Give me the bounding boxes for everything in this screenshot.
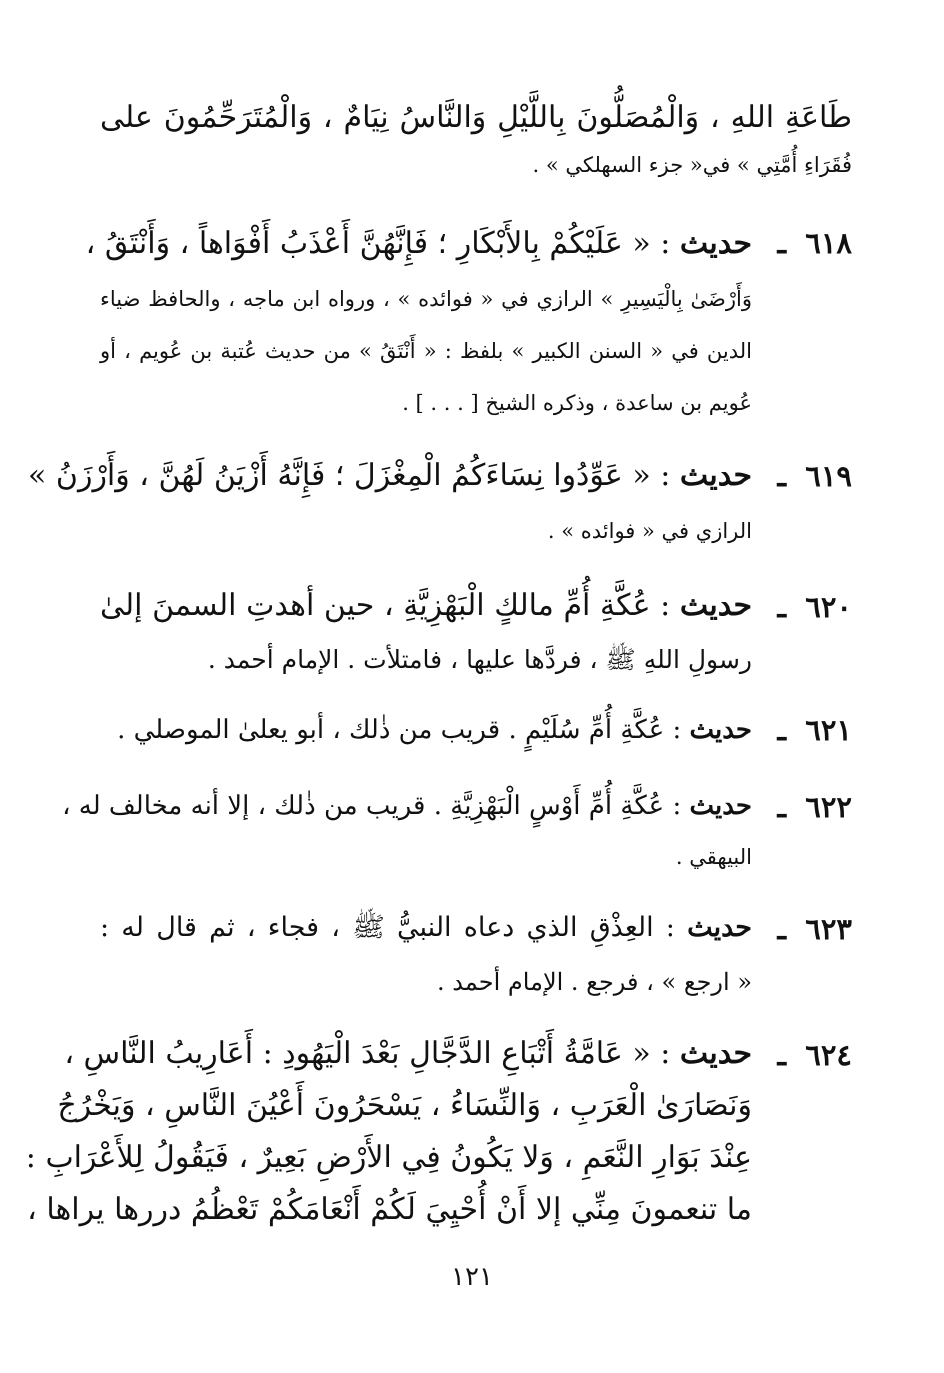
hadith-keyword: حديث: [679, 458, 752, 493]
entry-line: حديث : عُكَّةِ أُمِّ مالكٍ الْبَهْزِيَّةِ ، حين أهدتِ السمنَ إلىٰ: [100, 588, 752, 623]
entry-line: الدين في « السنن الكبير » بلفظ : « أَنْتَقُ » من حديث عُتبة بن عُويم ، أو: [100, 339, 752, 363]
entry-line: رسولِ اللهِ ﷺ ، فردَّها عليها ، فامتلأت . الإمام أحمد .: [207, 645, 752, 674]
entry-dash: ـ: [777, 713, 786, 747]
entry-dash: ـ: [777, 1038, 786, 1072]
entry-body: [100, 710, 752, 754]
entry-dash: ـ: [777, 459, 786, 493]
entry-number: ٦١٨: [805, 226, 852, 260]
entry-line: الرازي في « فوائده » .: [547, 519, 752, 543]
entry-line: حديث : « عَوِّدُوا نِسَاءَكُمُ الْمِغْزَلَ ؛ فَإِنَّهُ أَزْيَنُ لَهُنَّ ، وَأَرْزَنُ »: [28, 458, 752, 493]
entry-line: وَأَرْضَىٰ بِالْيَسِيرِ » الرازي في « فوائده » ، ورواه ابن ماجه ، والحافظ ضياء: [100, 287, 752, 311]
hadith-keyword: حديث: [689, 715, 752, 745]
intro-paragraph: [100, 98, 852, 190]
entry-line: حديث : عُكَّةِ أُمِّ سُلَيْمٍ . قريب من ذٰلك ، أبو يعلىٰ الموصلي .: [117, 715, 752, 745]
entry-body: [85, 224, 752, 282]
entry-line: عُويم بن ساعدة ، وذكره الشيخ [ . . . ] .: [402, 391, 752, 415]
page-number: ١٢١: [451, 1262, 493, 1292]
entry-dash: ـ: [777, 226, 786, 260]
entry-number: ٦٢٠: [805, 590, 852, 624]
entry-line: حديث : العِذْقِ الذي دعاه النبيُّ ﷺ ، فجاء ، ثم قال له :: [100, 912, 752, 943]
entry-body: [100, 908, 752, 1006]
entry-number: ٦٢٢: [805, 790, 852, 824]
entry-number: ٦١٩: [805, 459, 852, 493]
entry-dash: ـ: [777, 790, 786, 824]
entry-body: [28, 456, 752, 556]
entry-line: ما تنعمونَ مِنِّي إلا أَنْ أُحْيِيَ لَكُمْ أَنْعَامَكُمْ تَعْظُمُ دررها يراها ،: [27, 1192, 752, 1227]
entry-number: ٦٢٣: [805, 912, 852, 946]
hadith-keyword: حديث: [679, 588, 752, 623]
entry-body: [62, 786, 752, 882]
intro-line-2: فُقَرَاءِ أُمَّتِي » في« جزء السهلكي » .: [532, 153, 852, 177]
hadith-keyword: حديث: [689, 791, 752, 821]
entry-line: حديث : « عَلَيْكُمْ بِالأَبْكَارِ ؛ فَإِنَّهُنَّ أَعْذَبُ أَفْوَاهاً ، وَأَنْتَقُ ،: [85, 226, 752, 261]
entry-line: « ارجع » ، فرجع . الإمام أحمد .: [437, 968, 752, 996]
hadith-keyword: حديث: [679, 1036, 752, 1071]
entry-dash: ـ: [777, 590, 786, 624]
entry-body: [25, 1034, 752, 1242]
intro-line-1: طَاعَةِ اللهِ ، وَالْمُصَلُّونَ بِاللَّيْلِ وَالنَّاسُ نِيَامٌ ، وَالْمُتَرَحِّمُونَ على: [100, 100, 852, 135]
entry-line: عِنْدَ بَوَارِ النَّعَمِ ، وَلا يَكُونُ فِي الأَرْضِ بَعِيرٌ ، فَيَقُولُ لِلأَعْرَابِ :: [25, 1140, 752, 1175]
entry-line: حديث : عُكَّةِ أُمِّ أَوْسٍ الْبَهْزِيَّةِ . قريب من ذٰلك ، إلا أنه مخالف له ،: [62, 791, 752, 821]
entry-line: وَنَصَارَىٰ الْعَرَبِ ، وَالنِّسَاءُ ، يَسْحَرُونَ أَعْيُنَ النَّاسِ ، وَيَخْرُجُ: [57, 1088, 752, 1123]
entry-dash: ـ: [777, 912, 786, 946]
entry-line: حديث : « عَامَّةُ أَتْبَاعِ الدَّجَّالِ بَعْدَ الْيَهُودِ : أَعَارِيبُ النَّاسِ ،: [64, 1036, 752, 1071]
entry-number: ٦٢٤: [805, 1038, 852, 1072]
entry-line: البيهقي .: [675, 845, 752, 869]
entry-number: ٦٢١: [805, 713, 852, 747]
hadith-keyword: حديث: [687, 912, 752, 943]
entry-body: [100, 586, 752, 684]
hadith-keyword: حديث: [679, 226, 752, 261]
entry-body-continued: [100, 284, 752, 434]
